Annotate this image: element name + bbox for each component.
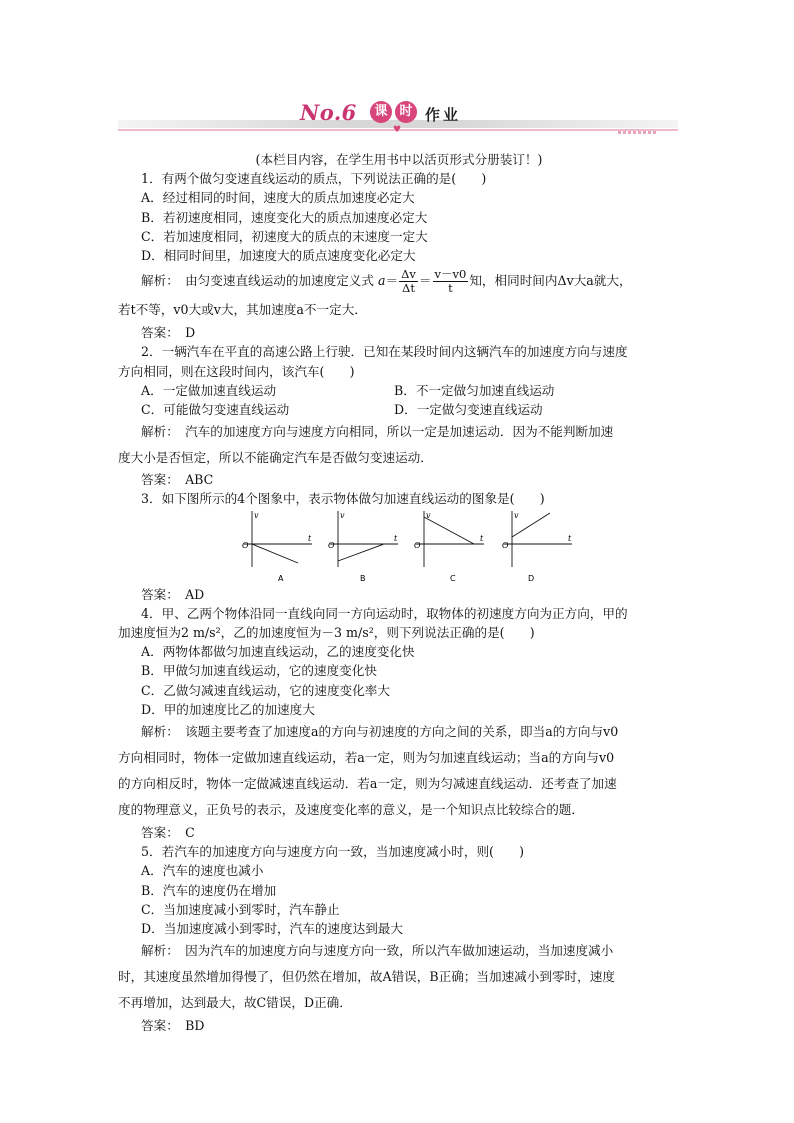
q1-analysis-line1: 解析： 由匀变速直线运动的加速度定义式 a＝ $\frac{\Delta v}{\Delta t}$ ＝ $\frac{v-v0}{t}$ 知，相同时间内Δv大a就大， <box>141 267 632 296</box>
q5-analysis-line1: 解析： 因为汽车的加速度方向与速度方向一致，所以汽车做加速运动，当加速度减小 <box>141 943 614 959</box>
graph-a-v: v <box>254 510 259 520</box>
q1-option-c: C．若加速度相同，初速度大的质点的末速度一定大 <box>141 228 428 244</box>
graph-c <box>414 511 484 583</box>
q2-option-d: D．一定做匀变速直线运动 <box>394 402 543 418</box>
q1-option-a: A．经过相同的时间，速度大的质点加速度必定大 <box>141 190 415 206</box>
q2-answer: 答案： ABC <box>141 472 214 488</box>
q4-stem-line2: 加速度恒为2 m/s²，乙的加速度恒为－3 m/s²，则下列说法正确的是( ) <box>118 625 535 641</box>
q5-answer: 答案： BD <box>141 1018 205 1034</box>
graph-d-label: D <box>528 573 535 583</box>
banner-title: 作业 <box>425 106 462 124</box>
q1-analysis-line2: 若t不等，v0大或v大，其加速度a不一定大． <box>118 302 367 318</box>
q2-options-row1 <box>118 381 680 400</box>
q2-option-a: A．一定做加速直线运动 <box>141 382 277 398</box>
q3-stem: 3．如下图所示的4个图象中，表示物体做匀加速直线运动的图象是( ) <box>141 491 545 507</box>
q2-analysis-line2: 度大小是否恒定，所以不能确定汽车是否做匀变速运动． <box>118 450 433 466</box>
q3-vt-graphs <box>240 509 700 585</box>
q1-option-b: B．若初速度相同，速度变化大的质点加速度必定大 <box>141 209 428 225</box>
q1-analysis-post: 知，相同时间内Δv大a就大， <box>469 273 632 289</box>
q4-analysis-line1: 解析： 该题主要考查了加速度a的方向与初速度的方向之间的关系，即当a的方向与v0 <box>141 724 619 740</box>
badge-char-2: 时 <box>395 101 417 123</box>
q1-frac2-num: v－v0 <box>434 267 467 282</box>
q1-fraction-1 <box>399 268 418 295</box>
q5-option-d: D．当加速度减小到零时，汽车的速度达到最大 <box>141 921 403 937</box>
q1-stem: 1．有两个做匀变速直线运动的质点，下列说法正确的是( ) <box>141 171 487 187</box>
heart-icon: ♥ <box>393 125 402 135</box>
badge-char-1: 课 <box>370 101 392 123</box>
graph-c-label: C <box>450 573 456 583</box>
q5-option-b: B．汽车的速度仍在增加 <box>141 882 277 898</box>
q4-option-c: C．乙做匀减速直线运动，它的速度变化率大 <box>141 682 390 698</box>
q2-analysis-line1: 解析： 汽车的加速度方向与速度方向相同，所以一定是加速运动．因为不能判断加速 <box>141 424 614 440</box>
graph-b-v: v <box>340 510 345 520</box>
graph-b-label: B <box>360 573 366 583</box>
q1-option-d: D．相同时间里，加速度大的质点速度变化必定大 <box>141 248 416 264</box>
q3-graphs <box>118 509 680 585</box>
q4-option-a: A．两物体都做匀加速直线运动，乙的速度变化快 <box>141 644 415 660</box>
q4-answer: 答案： C <box>141 825 195 841</box>
graph-d <box>502 511 572 583</box>
q5-analysis-line3: 不再增加，达到最大，故C错误，D正确． <box>118 995 352 1011</box>
q4-stem-line1: 4．甲、乙两个物体沿同一直线向同一方向运动时，取物体的初速度方向为正方向，甲的 <box>141 605 628 621</box>
q2-option-b: B．不一定做匀加速直线运动 <box>394 382 555 398</box>
q1-analysis-pre: 解析： 由匀变速直线运动的加速度定义式 <box>141 273 374 289</box>
q3-answer: 答案： AD <box>141 586 205 602</box>
q2-stem: 2．一辆汽车在平直的高速公路上行驶．已知在某段时间内这辆汽车的加速度方向与速度 <box>141 344 628 360</box>
q2-stem-cont: 方向相同，则在这段时间内，该汽车( ) <box>118 363 355 379</box>
graph-a <box>242 511 312 583</box>
q4-analysis-line2: 方向相同时，物体一定做加速直线运动，若a一定，则为匀加速直线运动；当a的方向与v0 <box>118 750 615 766</box>
q5-analysis-line2: 时，其速度虽然增加得慢了，但仍然在增加，故A错误，B正确；当加速减小到零时，速度 <box>118 969 615 985</box>
graph-a-o: O <box>242 540 249 550</box>
graph-a-label: A <box>278 573 284 583</box>
q4-analysis-line3: 的方向相反时，物体一定做减速直线运动．若a一定，则为匀减速直线运动．还考查了加速 <box>118 776 617 792</box>
q1-answer: 答案： D <box>141 325 196 341</box>
q1-fraction-2 <box>433 268 469 295</box>
q5-option-c: C．当加速度减小到零时，汽车静止 <box>141 901 340 917</box>
banner-dots <box>618 131 658 134</box>
binding-note: (本栏目内容，在学生用书中以活页形式分册装订！) <box>255 152 543 167</box>
lesson-banner <box>118 98 678 142</box>
q4-option-d: D．甲的加速度比乙的加速度大 <box>141 701 315 717</box>
q1-frac1-num: Δv <box>401 267 416 282</box>
lesson-number: No.6 <box>300 100 357 125</box>
graph-c-v: v <box>426 510 431 520</box>
q2-option-c: C．可能做匀变速直线运动 <box>141 402 290 418</box>
graph-b <box>328 511 398 583</box>
q4-analysis-line4: 度的物理意义，正负号的表示，及速度变化率的意义，是一个知识点比较综合的题． <box>118 802 584 818</box>
q4-option-b: B．甲做匀加速直线运动，它的速度变化快 <box>141 663 377 679</box>
q1-frac2-den: t <box>448 281 453 296</box>
q1-frac1-den: Δt <box>402 281 415 296</box>
q5-option-a: A．汽车的速度也减小 <box>141 863 264 879</box>
graph-c-o: O <box>414 540 421 550</box>
graph-d-o: O <box>502 540 509 550</box>
graph-d-v: v <box>514 510 519 520</box>
q1-var-a: a <box>378 273 386 289</box>
worksheet-body <box>118 150 680 1035</box>
graph-b-o: O <box>328 540 335 550</box>
graph-c-t: t <box>480 533 484 543</box>
graph-b-t: t <box>394 533 398 543</box>
q5-stem: 5．若汽车的加速度方向与速度方向一致，当加速度减小时，则( ) <box>141 844 525 860</box>
q2-options-row2 <box>118 400 680 419</box>
graph-a-t: t <box>308 533 312 543</box>
graph-d-t: t <box>568 533 572 543</box>
